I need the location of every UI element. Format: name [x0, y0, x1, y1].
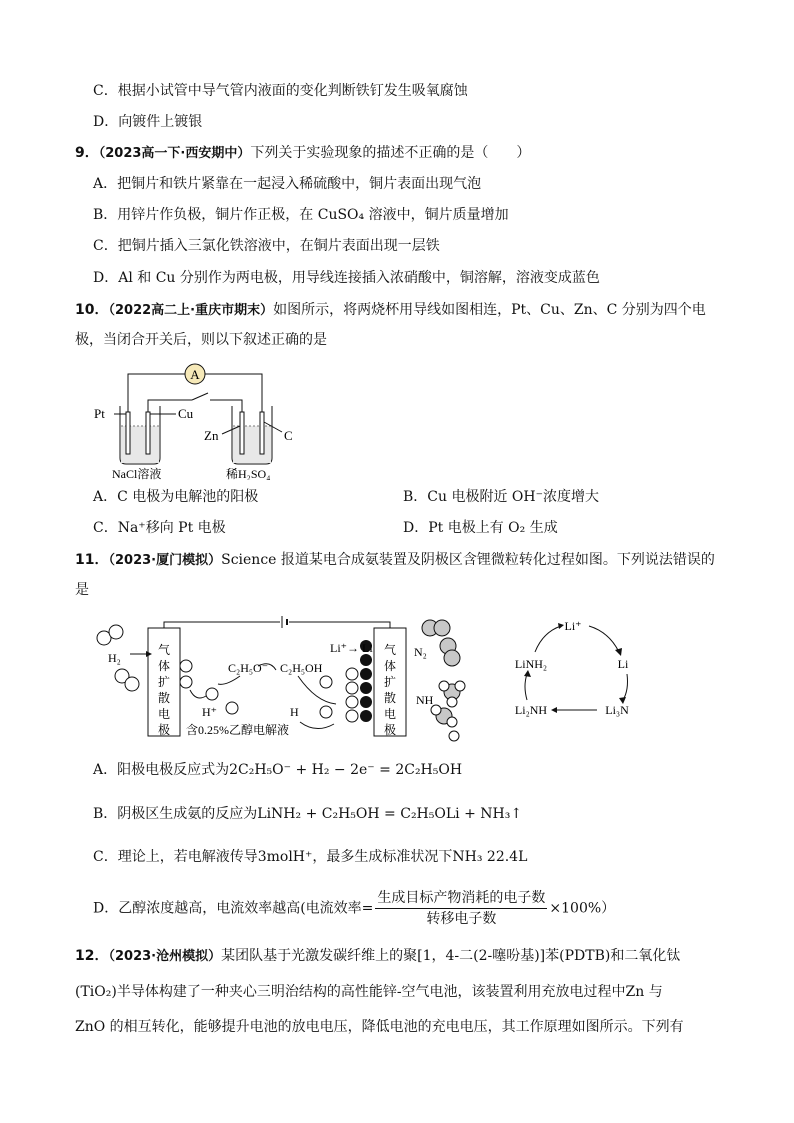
q11-text-2: 是	[75, 582, 89, 598]
h-label: H	[290, 705, 299, 719]
q10-text-2: 极，当闭合开关后，则以下叙述正确的是	[75, 332, 327, 348]
q10-stem	[75, 300, 706, 321]
c2h5o-label: C₂H₅O⁻	[228, 661, 269, 675]
n2-label: N₂	[414, 645, 427, 659]
q10-option-d: D．Pt 电极上有 O₂ 生成	[403, 520, 558, 536]
ammeter-label: A	[190, 367, 200, 382]
q12-number: 12．	[75, 948, 109, 964]
cu-label: Cu	[178, 406, 194, 421]
q9-text: 下列关于实验现象的描述不正确的是（ ）	[250, 145, 531, 161]
q11-option-b: B．阴极区生成氨的反应为LiNH₂ + C₂H₅OH = C₂H₅OLi + NH₃↑	[93, 806, 523, 822]
q12-source: （2023·沧州模拟）	[108, 949, 222, 964]
q11-ammonia-synthesis-figure	[90, 612, 480, 747]
nacl-label: NaCl溶液	[112, 467, 162, 480]
cycle-li2nh: Li₂NH	[514, 703, 548, 717]
q9-number: 9．	[75, 145, 99, 161]
h2-label: H₂	[108, 651, 121, 665]
q10-option-b: B．Cu 电极附近 OH⁻浓度增大	[403, 489, 599, 505]
q11-option-d-post: ×100%）	[549, 900, 616, 917]
cycle-li: Li	[617, 657, 629, 671]
q8-option-d: D．向镀件上镀银	[93, 114, 203, 130]
q11-option-d-pre: D．乙醇浓度越高，电流效率越高(电流效率=	[93, 900, 374, 917]
q11-source: （2023·厦门模拟）	[108, 553, 222, 568]
q11-number: 11．	[75, 552, 109, 568]
q11-option-d	[93, 888, 615, 929]
nh-label: NH	[416, 693, 434, 707]
q11-option-a: A．阳极电极反应式为2C₂H₅O⁻ + H₂ − 2e⁻ = 2C₂H₅OH	[93, 762, 463, 778]
fraction-numerator: 生成目标产物消耗的电子数	[375, 888, 547, 909]
q11-lithium-cycle-figure	[505, 612, 650, 727]
q9-option-b: B．用锌片作负极，铜片作正极，在 CuSO₄ 溶液中，铜片质量增加	[93, 207, 509, 223]
c2h5oh-label: C₂H₅OH	[280, 661, 323, 675]
q12-text-1: 某团队基于光激发碳纤维上的聚[1，4-二(2-噻吩基)]苯(PDTB)和二氧化钛	[221, 948, 681, 964]
q12-text-2: (TiO₂)半导体构建了一种夹心三明治结构的高性能锌-空气电池，该装置利用充放电过程中Zn 与	[75, 984, 663, 1000]
right-electrode-label: 气体扩散电极	[383, 643, 397, 737]
q10-number: 10．	[75, 302, 109, 318]
q11-option-c: C．理论上，若电解液传导3molH⁺，最多生成标准状况下NH₃ 22.4L	[93, 849, 528, 865]
q9-option-c: C．把铜片插入三氯化铁溶液中，在铜片表面出现一层铁	[93, 238, 440, 254]
q9-option-a: A．把铜片和铁片紧靠在一起浸入稀硫酸中，铜片表面出现气泡	[93, 176, 482, 192]
h2so4-label: 稀H₂SO₄	[226, 467, 271, 480]
c-label: C	[284, 428, 293, 443]
q9-source: （2023高一下·西安期中）	[98, 146, 251, 161]
q11-stem	[75, 550, 715, 571]
q10-option-a: A．C 电极为电解池的阳极	[93, 489, 259, 505]
electrolyte-label: 含0.25%乙醇电解液	[186, 723, 289, 737]
q12-text-3: ZnO 的相互转化，能够提升电池的放电电压，降低电池的充电电压，其工作原理如图所示。下列有	[75, 1019, 684, 1035]
cycle-li-plus: Li⁺	[564, 619, 582, 633]
cycle-li3n: Li₃N	[605, 703, 629, 717]
efficiency-fraction	[375, 888, 547, 929]
q9-stem	[75, 143, 530, 164]
q10-electrolysis-figure	[92, 360, 312, 480]
q9-option-d: D．Al 和 Cu 分别作为两电极，用导线连接插入浓硝酸中，铜溶解，溶液变成蓝色	[93, 270, 600, 286]
zn-label: Zn	[204, 428, 219, 443]
hplus-label: H⁺	[202, 705, 217, 719]
li-reaction-label: Li⁺→ Li	[330, 641, 373, 655]
cycle-linh2: LiNH₂	[514, 657, 548, 671]
q11-text-1: Science 报道某电合成氨装置及阴极区含锂微粒转化过程如图。下列说法错误的	[221, 552, 715, 568]
fraction-denominator: 转移电子数	[426, 911, 497, 927]
q8-option-c: C．根据小试管中导气管内液面的变化判断铁钉发生吸氧腐蚀	[93, 83, 468, 99]
q10-option-c: C．Na⁺移向 Pt 电极	[93, 520, 226, 536]
q10-text-1: 如图所示，将两烧杯用导线如图相连，Pt、Cu、Zn、C 分别为四个电	[273, 302, 706, 318]
left-electrode-label: 气体扩散电极	[157, 643, 171, 737]
pt-label: Pt	[94, 406, 105, 421]
q12-stem	[75, 946, 680, 967]
q10-source: （2022高二上·重庆市期末）	[108, 303, 274, 318]
